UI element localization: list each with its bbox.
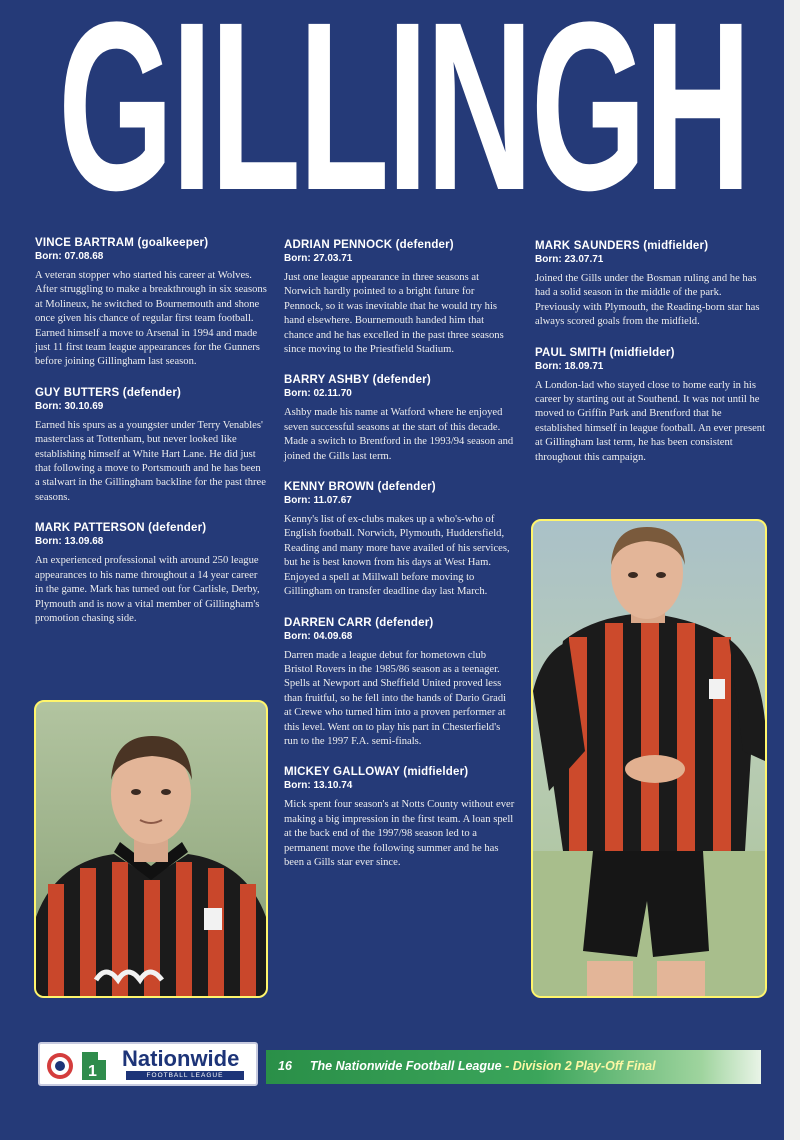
player-name: GUY BUTTERS (defender) <box>35 386 182 399</box>
player-born: Born: 30.10.69 <box>35 400 104 412</box>
player-action-illustration <box>533 521 765 996</box>
player-name: MICKEY GALLOWAY (midfielder) <box>284 766 469 779</box>
player-bio: A London-lad who stayed close to home early in his career by starting out at Southend. It was not until he moved to Griffin Park and Brentford that he established himself in league football. An ever present at Gillingham last term, he has been consistent throughout this campaign. <box>535 379 766 463</box>
footer-banner <box>266 1050 761 1084</box>
player-born: Born: 11.07.67 <box>284 495 352 507</box>
player-profile <box>284 373 516 464</box>
player-bio: An experienced professional with around 250 league appearances to his name throughout a 14 year career in the game. Mark has turned out for Carlisle, Derby, Plymouth and is now a vital member of Gillingham's promotion chasing side. <box>35 555 260 624</box>
player-born: Born: 23.07.71 <box>535 254 604 265</box>
player-profile <box>284 480 516 599</box>
player-name: VINCE BARTRAM (goalkeeper) <box>35 237 209 249</box>
player-name: PAUL SMITH (midfielder) <box>535 346 675 359</box>
player-born: Born: 27.03.71 <box>284 253 353 264</box>
player-bio: Kenny's list of ex-clubs makes up a who's-who of English football. Norwich, Plymouth, Huddersfield, Reading and many more have availed of his services, but he is best known from his days at West Ham. Enjoyed a spell at Millwall before moving to Gillingham on transfer deadline day last March. <box>284 514 510 598</box>
player-profile <box>35 521 267 626</box>
nationwide-logo-text: Nationwide <box>122 1046 240 1071</box>
footer-separator: - <box>501 1059 513 1073</box>
player-profile <box>284 616 516 750</box>
player-bio: Just one league appearance in three seasons at Norwich hardly pointed to a bright future for Pennock, so it was inevitable that he would try his hand elsewhere. Bournemouth handed him that chance and he has excelled in the past three seasons since moving to the Priestfield Stadium. <box>284 272 504 356</box>
player-bio: A veteran stopper who started his career at Wolves. After struggling to make a breakthrough in six seasons at Molineux, he switched to Bournemouth and shone once given his chance of regular first team football. Earned himself a move to Arsenal in 1994 and made just 11 first team league appearances for the Gunners before joining Gillingham last season. <box>35 270 267 368</box>
footer-league-text: The Nationwide Football League <box>309 1059 502 1073</box>
nationwide-logo-subtext: FOOTBALL LEAGUE <box>126 1071 244 1080</box>
player-bio: Joined the Gills under the Bosman ruling and he has had a solid season in the middle of the park. Previously with Plymouth, the Reading-born star has always scored goals from the midfield. <box>535 273 760 328</box>
player-bio: Ashby made his name at Watford where he enjoyed seven successful seasons at the start of this decade. Made a switch to Brentford in the 1993/94 season and joined the Gills last term. <box>284 407 514 462</box>
player-born: Born: 02.11.70 <box>284 388 352 400</box>
player-portrait-illustration <box>36 702 266 996</box>
player-name: MARK PATTERSON (defender) <box>35 522 207 535</box>
player-bio: Darren made a league debut for hometown club Bristol Rovers in the 1985/86 season as a teenager. Spells at Newport and Sheffield United proved less than fruitful, so he fell into the hands of Dario Gradi at Crewe who turned him into a proven performer at this level. Went on to play his part in Chesterfield's run to the 1997 F.A. semi-finals. <box>284 649 507 747</box>
player-born: Born: 04.09.68 <box>284 630 353 642</box>
player-name: MARK SAUNDERS (midfielder) <box>535 240 709 252</box>
player-photo <box>34 700 268 998</box>
page-number: 16 <box>278 1059 292 1073</box>
player-name: DARREN CARR (defender) <box>284 616 434 629</box>
svg-text:1: 1 <box>88 1063 97 1080</box>
player-born: Born: 07.08.68 <box>35 251 104 262</box>
player-name: ADRIAN PENNOCK (defender) <box>284 239 454 251</box>
player-profile <box>284 765 516 870</box>
player-photo <box>531 519 767 998</box>
player-born: Born: 13.09.68 <box>35 536 104 548</box>
player-profile <box>535 239 767 330</box>
player-profile <box>284 238 516 357</box>
column-1 <box>35 236 267 642</box>
player-name: BARRY ASHBY (defender) <box>284 374 431 387</box>
player-born: Born: 13.10.74 <box>284 780 353 792</box>
footer-text <box>278 1059 656 1073</box>
club-crest-icon <box>42 1044 122 1084</box>
player-profile <box>35 386 267 505</box>
player-profile <box>35 236 267 370</box>
player-born: Born: 18.09.71 <box>535 360 604 372</box>
nationwide-logo <box>38 1042 258 1086</box>
column-3 <box>535 239 767 481</box>
player-bio: Earned his spurs as a youngster under Terry Venables' masterclass at Tottenham, but never looked like establishing himself at White Hart Lane. He did just that following a move to Portsmouth and he has been a stalwart in the Gillingham backline for the past three seasons. <box>35 419 266 503</box>
player-profile <box>535 346 767 465</box>
footer-division-text: Division 2 Play-Off Final <box>512 1059 656 1073</box>
column-2 <box>284 238 516 886</box>
page-title: GILLINGH <box>58 0 750 240</box>
player-bio: Mick spent four season's at Notts County without ever making a big impression in the first team. A loan spell at the back end of the 1997/98 season led to a permanent move the following summer and he has been a Gills star ever since. <box>284 799 515 868</box>
player-name: KENNY BROWN (defender) <box>284 481 436 494</box>
